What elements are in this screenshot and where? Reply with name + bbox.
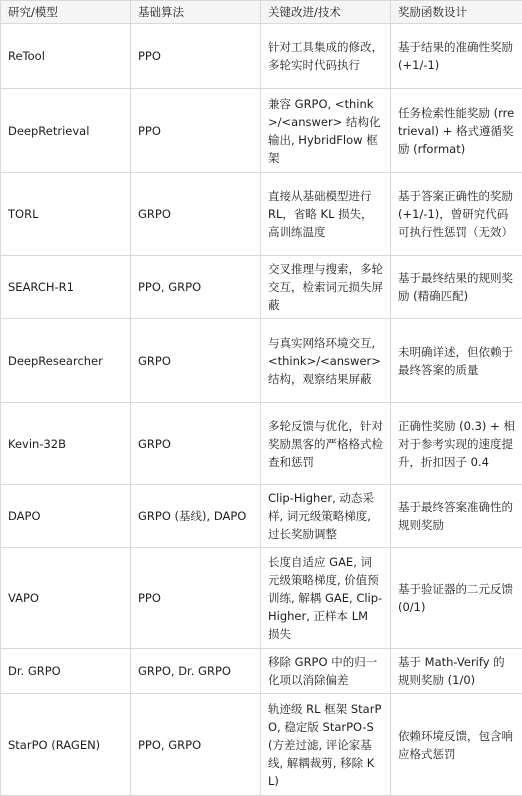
table-row	[1, 89, 522, 173]
header-row	[1, 1, 522, 24]
header-reward: 奖励函数设计	[391, 1, 522, 24]
reward-cell: 基于验证器的二元反馈 (0/1)	[391, 548, 522, 649]
table-row	[1, 173, 522, 256]
header-model: 研究/模型	[1, 1, 131, 24]
table-row	[1, 694, 522, 796]
algorithm-cell: PPO, GRPO	[131, 694, 261, 796]
technique-cell: 针对工具集成的修改，多轮实时代码执行	[261, 24, 391, 89]
table-row	[1, 319, 522, 403]
reward-cell: 未明确详述，但依赖于最终答案的质量	[391, 319, 522, 403]
reward-cell: 基于最终结果的规则奖励 (精确匹配)	[391, 256, 522, 319]
algorithm-cell: PPO	[131, 548, 261, 649]
algorithm-cell: PPO, GRPO	[131, 256, 261, 319]
technique-cell: 移除 GRPO 中的归一化项以消除偏差	[261, 649, 391, 694]
reward-cell: 正确性奖励 (0.3) + 相对于参考实现的速度提升，折扣因子 0.4	[391, 403, 522, 485]
table-row	[1, 485, 522, 548]
algorithm-cell: PPO	[131, 24, 261, 89]
table-row	[1, 548, 522, 649]
table-row	[1, 24, 522, 89]
table-row	[1, 403, 522, 485]
model-cell: VAPO	[1, 548, 131, 649]
model-cell: ReTool	[1, 24, 131, 89]
technique-cell: 兼容 GRPO, <think>/<answer> 结构化输出, HybridFlow 框架	[261, 89, 391, 173]
technique-cell: 轨迹级 RL 框架 StarPO, 稳定版 StarPO-S (方差过滤, 评论家基线, 解耦裁剪, 移除 KL)	[261, 694, 391, 796]
table-row	[1, 649, 522, 694]
reward-cell: 依赖环境反馈，包含响应格式惩罚	[391, 694, 522, 796]
model-cell: TORL	[1, 173, 131, 256]
reward-cell: 基于答案正确性的奖励 (+1/-1)，曾研究代码可执行性惩罚（无效）	[391, 173, 522, 256]
algorithm-cell: GRPO	[131, 403, 261, 485]
model-cell: DeepResearcher	[1, 319, 131, 403]
header-algorithm: 基础算法	[131, 1, 261, 24]
algorithm-cell: GRPO	[131, 319, 261, 403]
technique-cell: 交叉推理与搜索，多轮交互，检索词元损失屏蔽	[261, 256, 391, 319]
header-technique: 关键改进/技术	[261, 1, 391, 24]
model-cell: SEARCH-R1	[1, 256, 131, 319]
technique-cell: Clip-Higher, 动态采样, 词元级策略梯度, 过长奖励调整	[261, 485, 391, 548]
algorithm-cell: GRPO, Dr. GRPO	[131, 649, 261, 694]
technique-cell: 多轮反馈与优化，针对奖励黑客的严格格式检查和惩罚	[261, 403, 391, 485]
technique-cell: 长度自适应 GAE, 词元级策略梯度, 价值预训练, 解耦 GAE, Clip-Higher, 正样本 LM 损失	[261, 548, 391, 649]
table-row	[1, 256, 522, 319]
reward-cell: 任务检索性能奖励 (rretrieval) + 格式遵循奖励 (rformat)	[391, 89, 522, 173]
algorithm-cell: GRPO (基线), DAPO	[131, 485, 261, 548]
model-cell: StarPO (RAGEN)	[1, 694, 131, 796]
technique-cell: 与真实网络环境交互, <think>/<answer> 结构，观察结果屏蔽	[261, 319, 391, 403]
model-cell: DAPO	[1, 485, 131, 548]
algorithm-cell: GRPO	[131, 173, 261, 256]
reward-cell: 基于最终答案准确性的规则奖励	[391, 485, 522, 548]
algorithm-cell: PPO	[131, 89, 261, 173]
reward-cell: 基于结果的准确性奖励 (+1/-1)	[391, 24, 522, 89]
model-cell: DeepRetrieval	[1, 89, 131, 173]
model-cell: Dr. GRPO	[1, 649, 131, 694]
technique-cell: 直接从基础模型进行 RL，省略 KL 损失，高训练温度	[261, 173, 391, 256]
model-cell: Kevin-32B	[1, 403, 131, 485]
reward-cell: 基于 Math-Verify 的规则奖励 (1/0)	[391, 649, 522, 694]
